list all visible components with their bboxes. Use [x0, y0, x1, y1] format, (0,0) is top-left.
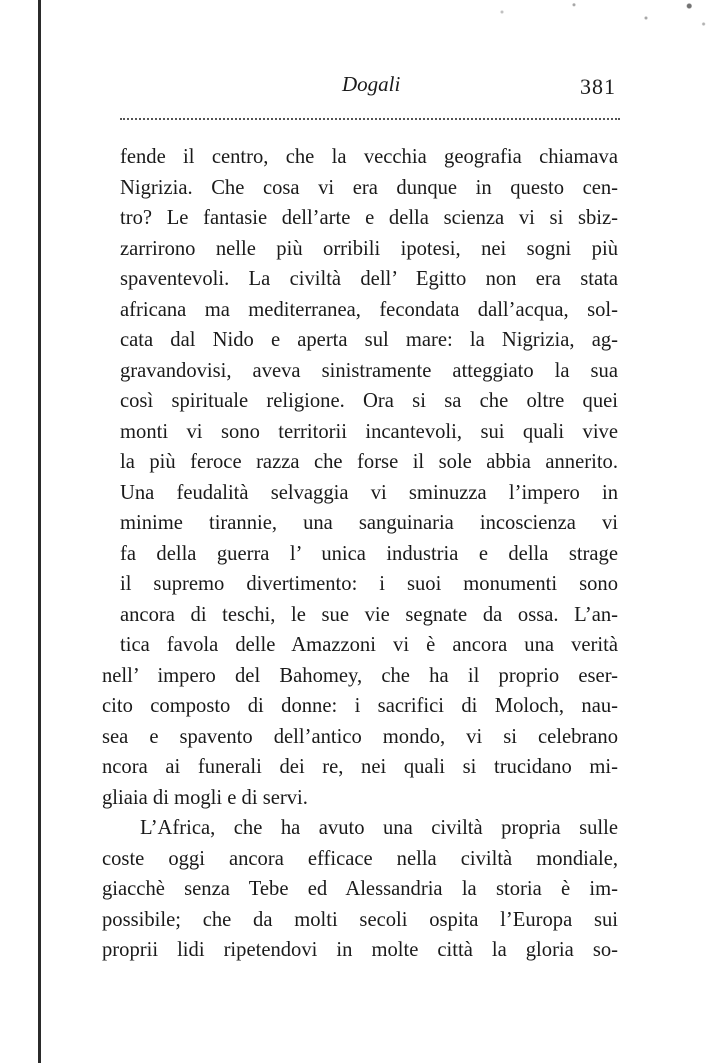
paragraph-1 — [102, 142, 618, 813]
text-line: fende il centro, che la vecchia geografia chiamava — [120, 146, 618, 168]
running-header — [120, 72, 620, 102]
text-line: possibile; che da molti secoli ospita l’Europa sui — [102, 908, 618, 931]
text-line: fa della guerra l’ unica industria e della strage — [120, 542, 618, 565]
text-line: africana ma mediterranea, fecondata dall’acqua, sol- — [120, 298, 618, 321]
page-spine-edge — [38, 0, 41, 1063]
text-line: nell’ impero del Bahomey, che ha il proprio eser- — [102, 664, 618, 687]
text-line: minime tirannie, una sanguinaria incoscienza vi — [120, 512, 618, 534]
body-text — [102, 142, 618, 966]
text-line: monti vi sono territorii incantevoli, sui quali vive — [120, 420, 618, 443]
text-line: il supremo divertimento: i suoi monumenti sono — [120, 573, 618, 595]
text-line: tro? Le fantasie dell’arte e della scienza vi si sbiz- — [120, 207, 618, 229]
text-line: gravandovisi, aveva sinistramente atteggiato la sua — [120, 359, 618, 382]
text-line: giacchè senza Tebe ed Alessandria la storia è im- — [102, 878, 618, 900]
page-number: 381 — [580, 74, 616, 99]
text-line: così spirituale religione. Ora si sa che oltre quei — [120, 390, 618, 412]
text-line: proprii lidi ripetendovi in molte città la gloria so- — [102, 939, 618, 961]
header-rule — [120, 118, 620, 120]
text-line: L’Africa, che ha avuto una civiltà propria sulle — [140, 817, 618, 839]
text-line: la più feroce razza che forse il sole abbia annerito. — [120, 451, 618, 473]
paragraph-2 — [102, 813, 618, 966]
running-title: Dogali — [342, 72, 401, 96]
text-line: cata dal Nido e aperta sul mare: la Nigrizia, ag- — [120, 329, 618, 351]
text-line: tica favola delle Amazzoni vi è ancora una verità — [120, 634, 618, 656]
text-line: spaventevoli. La civiltà dell’ Egitto non era stata — [120, 268, 618, 290]
text-line: ancora di teschi, le sue vie segnate da ossa. L’an- — [120, 603, 618, 626]
text-line: gliaia di mogli e di servi. — [102, 786, 308, 809]
text-line: Una feudalità selvaggia vi sminuzza l’impero in — [120, 481, 618, 504]
paper-speckle — [358, 0, 718, 60]
text-line: cito composto di donne: i sacrifici di Moloch, nau- — [102, 695, 618, 717]
text-line: coste oggi ancora efficace nella civiltà mondiale, — [102, 847, 618, 870]
text-line: ncora ai funerali dei re, nei quali si trucidano mi- — [102, 756, 618, 778]
text-line: zarrirono nelle più orribili ipotesi, nei sogni più — [120, 237, 618, 260]
text-line: Nigrizia. Che cosa vi era dunque in questo cen- — [120, 176, 618, 199]
text-line: sea e spavento dell’antico mondo, vi si celebrano — [102, 725, 618, 748]
